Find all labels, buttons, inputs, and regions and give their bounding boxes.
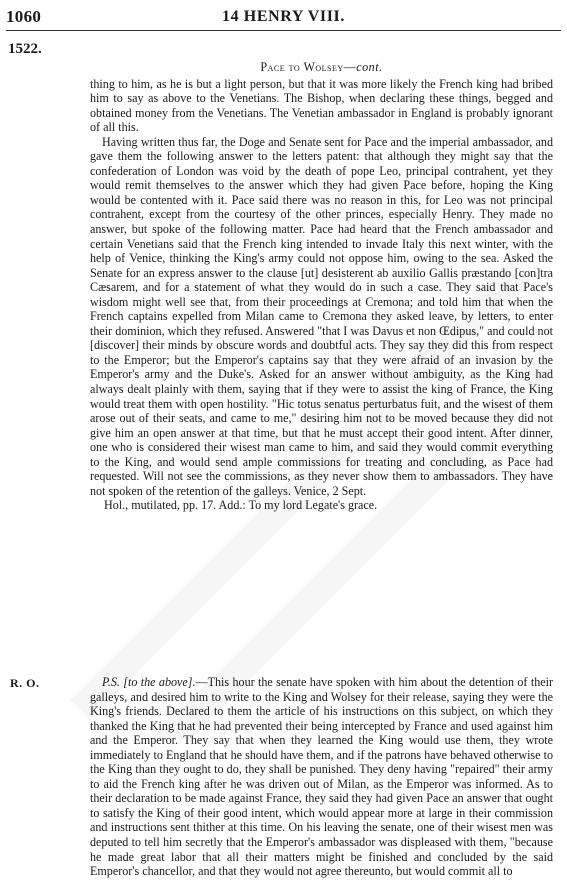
page-header [6, 7, 561, 31]
main-text [90, 60, 553, 513]
postscript-paragraph [90, 675, 553, 879]
section-heading-text: Pace to Wolsey— [260, 60, 357, 74]
section-heading [90, 60, 553, 75]
postscript-label: P.S. [to the above]. [102, 675, 196, 689]
margin-reference: R. O. [10, 676, 40, 690]
year-label: 1522. [8, 41, 42, 57]
section-heading-suffix: cont. [356, 60, 383, 74]
page-number: 1060 [6, 7, 42, 26]
paragraph: thing to him, as he is but a light person, but that it was more likely the French king had bribed him to say as above to the Venetians. The Bishop, when declaring these things, begged and obtained money from the Venetians. The Venetian ambassador in England is probably ignorant of all this. [90, 76, 553, 135]
postscript-text: —This hour the senate have spoken with him about the detention of their galleys, and desired him to write to the King and Wolsey for their release, saying they were the King's friends. Declared to them the article of his instructions on this subject, on which they thanked the King that he had prevented their being intercepted by France and used against him and the Emperor. They say that when they learned the King would use them, they wrote immediately to England that he should have them, and if the patrons have behaved otherwise to the King than they ought to do, they shall be punished. They deny having "repaired" their army to aid the French king after he was driven out of Milan, as the Emperor was informed. As to their declaration to be made against France, they said they had given Pace an answer that ought to satisfy the King of their good intent, which would appear more at large in their commission and instructions sent thither at this time. On his leaving the senate, one of their wisest men was deputed to tell him secretly that the Emperor's ambassador was displeased with them, "because he made great labor that all their matters might be finished and concluded by the said Emperor's chancellor, and that they would not agree thereunto, but would commit all to [90, 675, 553, 879]
header-rule [6, 30, 561, 31]
running-title: 14 HENRY VIII. [222, 8, 345, 25]
postscript [90, 675, 553, 879]
document-footnote: Hol., mutilated, pp. 17. Add.: To my lord Legate's grace. [104, 498, 378, 513]
paragraph: Having written thus far, the Doge and Senate sent for Pace and the imperial ambassador, and gave them the following answer to the letters patent: that although they might say that the confederation of London was void by the death of pope Leo, principal contrahent, yet they would remit themselves to the answer which they had given Pace before, hoping the King would be contented with it. Pace said there was no reason in this, for Leo was not principal contrahent, except from the courtesy of the other princes, especially Henry. They made no answer, but spoke of the following matter. Pace had heard that the French ambassador and certain Venetians said that the French king intended to invade Italy this next winter, with the help of Venice, thinking the King's army could not oppose him, owing to the sea. Asked the Senate for an express answer to the clause [ut] desisterent ab auxilio Gallis præstando [con]tra Cæsarem, and for a statement of what they would do in such a case. They said that Pace's wisdom might well see that, from their proceedings at Cremona; and told him that when the French captains expelled from Milan came to Cremona they asked leave, by letters, to enter their dominion, which they refused. Answered "that I was Davus et non Œdipus," and could not [discover] their minds by obscure words and doubtful acts. They say they did this from respect to the Emperor; but the Emperor's captains say that they were afraid of an invasion by the Emperor's army and the Duke's. Asked for an answer without ambiguity, as the King had always dealt plainly with them, saying that if they were to assist the king of France, the King would treat them with open hostility. "Hic totus senatus perturbatus fuit, and the wisest of them arose out of their seats, and came to me," desiring him not to be moved because they did not give him an open answer at that time, but that he must accept their good intent. After dinner, one who is considered their wisest man came to him, and said they would commit everything to the King, and would send ample commissions for treating and concluding, as Pace had requested. Will not see the commissions, as they never show them to ambassadors. They have not spoken of the retention of the galleys. Venice, 2 Sept. [90, 134, 553, 498]
